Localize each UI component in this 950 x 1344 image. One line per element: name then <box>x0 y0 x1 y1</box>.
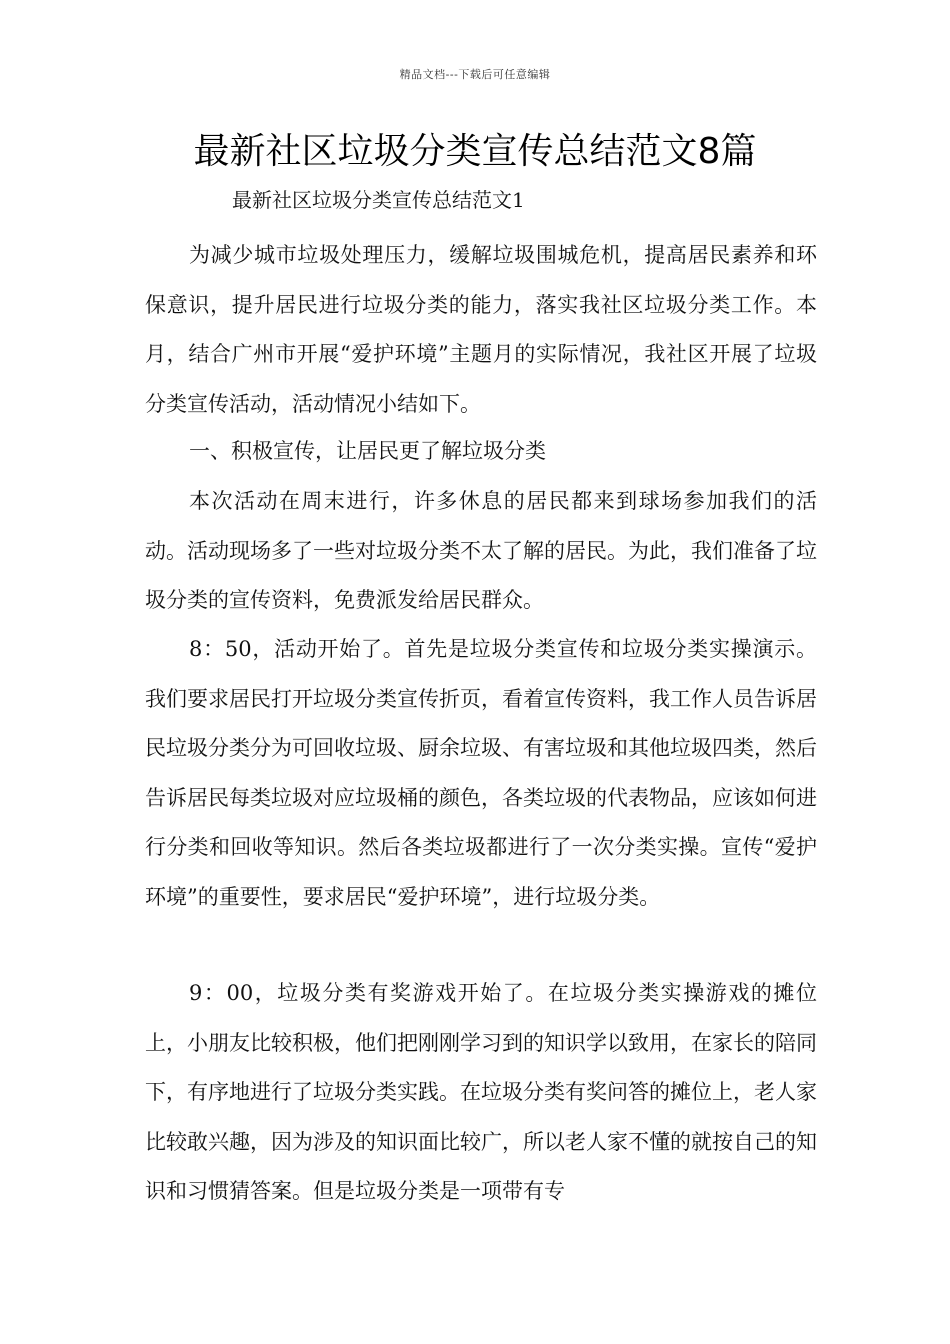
paragraph-intro: 为减少城市垃圾处理压力，缓解垃圾围城危机，提高居民素养和环保意识，提升居民进行垃圾分类的能力，落实我社区垃圾分类工作。本月，结合广州市开展“爱护环境”主题月的实际情况，我社区开展了垃圾分类宣传活动，活动情况小结如下。 <box>145 243 817 416</box>
paragraph-demonstration: 8：50，活动开始了。首先是垃圾分类宣传和垃圾分类实操演示。我们要求居民打开垃圾分类宣传折页，看着宣传资料，我工作人员告诉居民垃圾分类分为可回收垃圾、厨余垃圾、有害垃圾和其他垃圾四类，然后告诉居民每类垃圾对应垃圾桶的颜色，各类垃圾的代表物品，应该如何进行分类和回收等知识。然后各类垃圾都进行了一次分类实操。宣传“爱护环境”的重要性，要求居民“爱护环境”，进行垃圾分类。 <box>145 637 817 909</box>
paragraph-activity: 本次活动在周末进行，许多休息的居民都来到球场参加我们的活动。活动现场多了一些对垃圾分类不太了解的居民。为此，我们准备了垃圾分类的宣传资料，免费派发给居民群众。 <box>145 489 817 612</box>
header-note: 精品文档---下载后可任意编辑 <box>399 68 551 81</box>
section-heading: 一、积极宣传，让居民更了解垃圾分类 <box>189 439 546 463</box>
paragraph-game: 9：00，垃圾分类有奖游戏开始了。在垃圾分类实操游戏的摊位上，小朋友比较积极，他们把刚刚学习到的知识学以致用，在家长的陪同下，有序地进行了垃圾分类实践。在垃圾分类有奖问答的摊位上，老人家比较敢兴趣，因为涉及的知识面比较广，所以老人家不懂的就按自己的知识和习惯猜答案。但是垃圾分类是一项带有专 <box>145 981 817 1203</box>
document-title: 最新社区垃圾分类宣传总结范文8篇 <box>193 131 757 172</box>
document-subtitle: 最新社区垃圾分类宣传总结范文1 <box>232 188 525 212</box>
